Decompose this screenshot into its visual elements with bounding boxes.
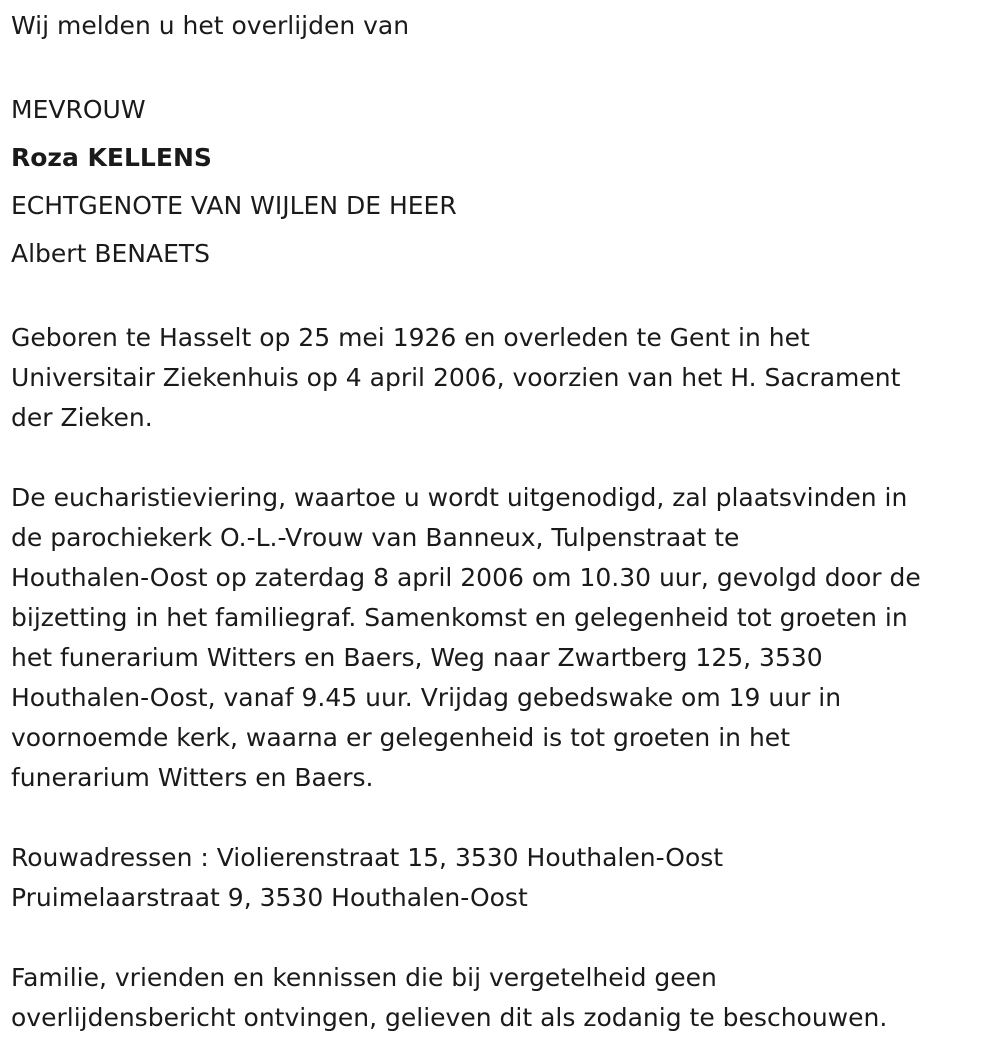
paragraph-line: bijzetting in het familiegraf. Samenkomst en gelegenheid tot groeten in xyxy=(11,603,908,632)
paragraph-line: Universitair Ziekenhuis op 4 april 2006, voorzien van het H. Sacrament xyxy=(11,363,901,392)
paragraph-line: het funerarium Witters en Baers, Weg naar Zwartberg 125, 3530 xyxy=(11,643,823,672)
paragraph-line: Houthalen-Oost, vanaf 9.45 uur. Vrijdag gebedswake om 19 uur in xyxy=(11,683,842,712)
intro-text: Wij melden u het overlijden van xyxy=(11,11,410,40)
spouse-name: Albert BENAETS xyxy=(11,239,211,268)
paragraph-line: overlijdensbericht ontvingen, gelieven dit als zodanig te beschouwen. xyxy=(11,1003,888,1032)
deceased-name: Roza KELLENS xyxy=(11,143,212,172)
paragraph-line: der Zieken. xyxy=(11,403,153,432)
relation-text: ECHTGENOTE VAN WIJLEN DE HEER xyxy=(11,191,457,220)
address-line: Pruimelaarstraat 9, 3530 Houthalen-Oost xyxy=(11,883,528,912)
paragraph-line: Familie, vrienden en kennissen die bij vergetelheid geen xyxy=(11,963,717,992)
honorific-title: MEVROUW xyxy=(11,95,146,124)
address-line: Rouwadressen : Violierenstraat 15, 3530 Houthalen-Oost xyxy=(11,843,724,872)
birth-death-paragraph xyxy=(11,318,986,438)
obituary-notice xyxy=(11,6,986,1038)
mourning-addresses xyxy=(11,838,986,918)
paragraph-line: de parochiekerk O.-L.-Vrouw van Banneux, Tulpenstraat te xyxy=(11,523,740,552)
closing-paragraph xyxy=(11,958,986,1038)
paragraph-line: funerarium Witters en Baers. xyxy=(11,763,374,792)
paragraph-line: De eucharistieviering, waartoe u wordt uitgenodigd, zal plaatsvinden in xyxy=(11,483,908,512)
ceremony-paragraph xyxy=(11,478,986,798)
deceased-heading xyxy=(11,86,986,278)
paragraph-line: Houthalen-Oost op zaterdag 8 april 2006 om 10.30 uur, gevolgd door de xyxy=(11,563,921,592)
paragraph-line: Geboren te Hasselt op 25 mei 1926 en overleden te Gent in het xyxy=(11,323,810,352)
paragraph-line: voornoemde kerk, waarna er gelegenheid is tot groeten in het xyxy=(11,723,790,752)
